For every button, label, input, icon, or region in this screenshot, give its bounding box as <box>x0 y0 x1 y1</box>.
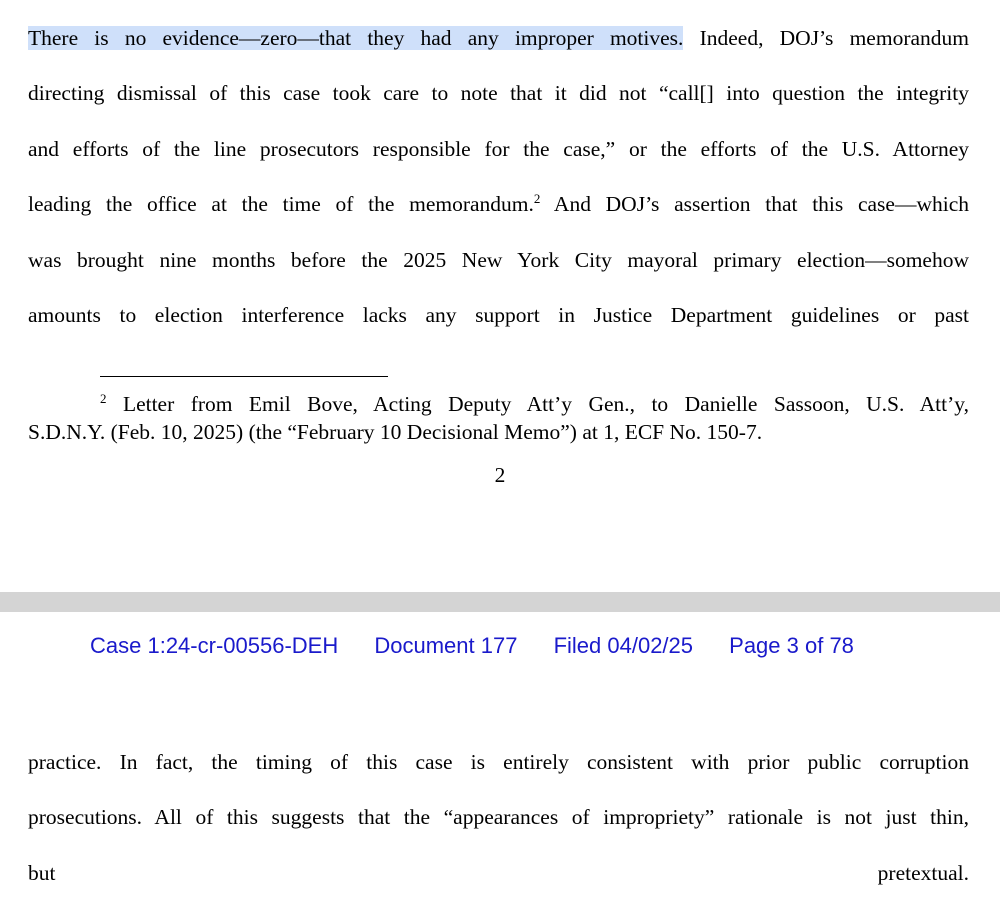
footnote-line-1: $^2$ Letter from Emil Bove, Acting Deputy Att’y Gen., to Danielle Sassoon, U.S. Att’y, <box>100 390 969 416</box>
page-number: 2 <box>494 463 506 487</box>
footnote-2 <box>28 390 969 446</box>
document-number: Document 177 <box>374 633 518 658</box>
filed-date: Filed 04/02/25 <box>553 633 694 658</box>
case-number: Case 1:24-cr-00556-DEH <box>90 633 339 658</box>
text-line-4: leading the office at the time of the memorandum.$^2$ And DOJ’s assertion that this case—which <box>28 191 970 217</box>
footnote-separator <box>100 376 388 377</box>
page-separator <box>0 592 1000 612</box>
text-line-9: but pretextual. <box>28 860 969 885</box>
highlighted-selection[interactable]: There is no evidence—zero—that they had any improper motives. <box>28 26 684 50</box>
text-line-8: prosecutions. All of this suggests that the “appearances of impropriety” rationale is not just thin, <box>28 805 969 830</box>
body-paragraph <box>28 11 969 343</box>
footnote-marker: 2 <box>100 390 107 406</box>
footnote-reference[interactable]: 2 <box>533 191 541 207</box>
body-paragraph-continued <box>28 735 969 901</box>
page-count: Page 3 of 78 <box>729 633 854 658</box>
text-line-1: There is no evidence—zero—that they had any improper motives. Indeed, DOJ’s memorandum <box>28 26 969 50</box>
document-page-3 <box>0 612 1000 909</box>
ecf-header <box>90 633 854 659</box>
text-line-5: was brought nine months before the 2025 New York City mayoral primary election—somehow <box>28 247 969 272</box>
footnote-line-2: S.D.N.Y. (Feb. 10, 2025) (the “February 10 Decisional Memo”) at 1, ECF No. 150-7. <box>28 420 763 444</box>
text-line-2: directing dismissal of this case took care to note that it did not “call[] into question the integrity <box>28 81 969 106</box>
text-line-7: practice. In fact, the timing of this case is entirely consistent with prior public corruption <box>28 750 969 774</box>
text-line-6: amounts to election interference lacks any support in Justice Department guidelines or past <box>28 303 969 328</box>
text-line-3: and efforts of the line prosecutors responsible for the case,” or the efforts of the U.S. Attorney <box>28 136 969 161</box>
